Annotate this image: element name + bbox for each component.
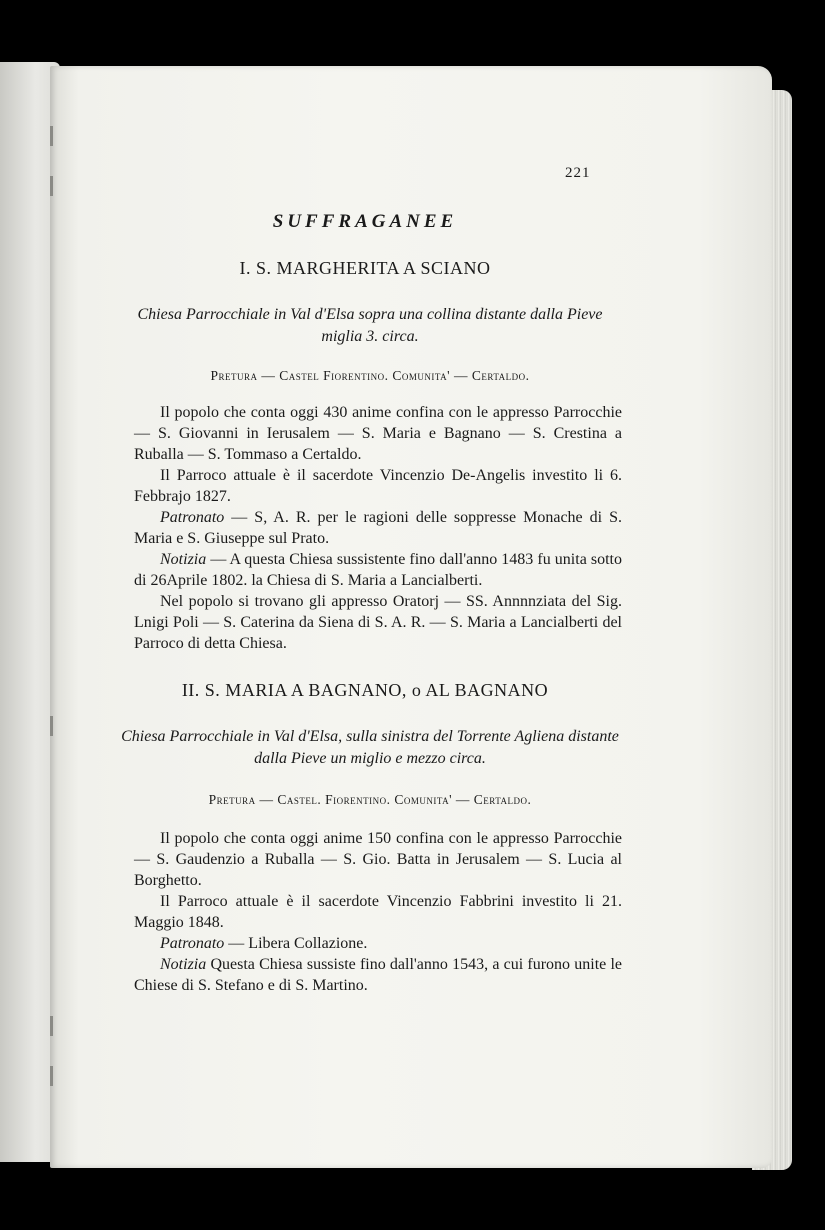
entry-subtitle: Chiesa Parrocchiale in Val d'Elsa sopra una collina distante dalla Pieve miglia 3. circa. — [137, 306, 603, 345]
paragraph: Patronato — Libera Collazione. — [160, 935, 368, 952]
entry-subtitle: Chiesa Parrocchiale in Val d'Elsa, sulla sinistra del Torrente Agliena distante dalla Pieve un miglio e mezzo circa. — [121, 728, 619, 767]
binding-stitch — [50, 1016, 53, 1036]
binding-stitch — [50, 1066, 53, 1086]
paragraph: Il Parroco attuale è il sacerdote Vincenzio Fabbrini investito li 21. Maggio 1848. — [134, 893, 622, 931]
binding-stitch — [50, 716, 53, 736]
paragraph: Notizia — A questa Chiesa sussistente fino dall'anno 1483 fu unita sotto di 26Aprile 1802. la Chiesa di S. Maria a Lancialberti. — [134, 551, 622, 589]
entry-body — [134, 828, 622, 996]
entry-title: I. S. MARGHERITA A SCIANO — [239, 258, 491, 278]
paragraph: Il popolo che conta oggi 430 anime confina con le appresso Parrocchie — S. Giovanni in Ierusalem — S. Maria e Bagnano — S. Crestina a Ruballa — S. Tommaso a Certaldo. — [134, 404, 622, 463]
entry-administration: Pretura — Castel. Fiorentino. Comunita' — Certaldo. — [208, 792, 532, 807]
paragraph: Il Parroco attuale è il sacerdote Vincenzio De-Angelis investito li 6. Febbrajo 1827. — [134, 467, 622, 505]
page-number: 221 — [565, 165, 591, 181]
entry-administration: Pretura — Castel Fiorentino. Comunita' — Certaldo. — [210, 368, 530, 383]
entry-title: II. S. MARIA A BAGNANO, o AL BAGNANO — [181, 680, 549, 700]
entry-body — [134, 402, 622, 654]
section-header: SUFFRAGANEE — [272, 211, 458, 232]
paragraph: Notizia Questa Chiesa sussiste fino dall'anno 1543, a cui furono unite le Chiese di S. Stefano e di S. Martino. — [134, 956, 622, 994]
book-page — [50, 66, 772, 1168]
binding-stitch — [50, 126, 53, 146]
binding-stitch — [50, 176, 53, 196]
paragraph: Nel popolo si trovano gli appresso Oratorj — SS. Annnnziata del Sig. Lnigi Poli — S. Caterina da Siena di S. A. R. — S. Maria a Lancialberti del Parroco di detta Chiesa. — [134, 593, 622, 652]
paragraph: Patronato — S, A. R. per le ragioni delle soppresse Monache di S. Maria e S. Giuseppe sul Prato. — [134, 509, 622, 547]
paragraph: Il popolo che conta oggi anime 150 confina con le appresso Parrocchie — S. Gaudenzio a Ruballa — S. Gio. Batta in Jerusalem — S. Lucia al Borghetto. — [134, 830, 622, 889]
